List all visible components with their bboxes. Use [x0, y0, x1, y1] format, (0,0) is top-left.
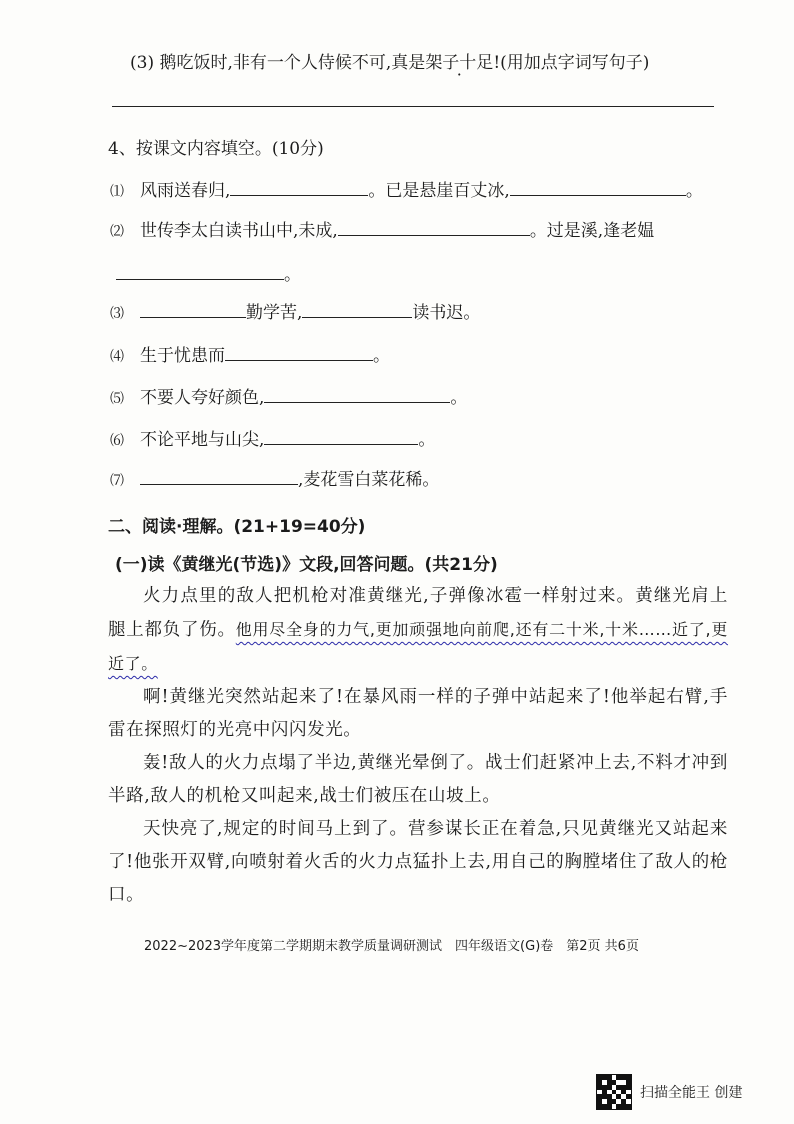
blank[interactable] [302, 303, 412, 318]
fill-item-5 [110, 383, 467, 408]
passage-paragraph-3: 轰!敌人的火力点塌了半边,黄继光晕倒了。战士们赶紧冲上去,不料才冲到半路,敌人的机枪又叫起来,战士们被压在山坡上。 [108, 753, 728, 806]
question-text: 鹅吃饭时,非有一个人侍候不可,真是 [159, 53, 426, 73]
item-text: 。 [418, 430, 436, 450]
blank[interactable] [230, 181, 368, 196]
dotted-text: 架子十足 [425, 53, 494, 73]
reading-passage [108, 580, 728, 912]
paragraph-text: 火力点里的敌人把机枪对准黄继光,子弹像冰雹一样射过来。黄继光肩上腿上都负了伤。 [108, 586, 728, 640]
item-text: 。过是溪,逢老媪 [529, 221, 655, 241]
reading-1-title: (一)读《黄继光(节选)》文段,回答问题。(共21分) [115, 555, 498, 575]
item-number: ⑶ [110, 306, 124, 322]
section-4-title: 4、按课文内容填空。(10分) [108, 139, 324, 159]
item-text: ,麦花雪白菜花稀。 [298, 470, 440, 490]
question-3-rewrite [130, 48, 649, 73]
blank[interactable] [140, 470, 298, 485]
wavy-underlined-sentence: 他用尽全身的力气,更加顽强地向前爬,还有二十米,十米……近了,更近了。 [108, 620, 729, 673]
passage-paragraph-4: 天快亮了,规定的时间马上到了。营参谋长正在着急,只见黄继光又站起来了!他张开双臂,向喷射着火舌的火力点猛扑上去,用自己的胸膛堵住了敌人的枪口。 [108, 819, 728, 905]
item-text: 不要人夸好颜色, [140, 388, 265, 408]
fill-item-6 [110, 425, 435, 450]
blank[interactable] [510, 181, 686, 196]
blank[interactable] [116, 265, 284, 280]
item-number: ⑺ [110, 473, 124, 489]
passage-paragraph-2: 啊!黄继光突然站起来了!在暴风雨一样的子弹中站起来了!他举起右臂,手雷在探照灯的光亮中闪闪发光。 [108, 687, 728, 740]
item-number: ⑸ [110, 391, 124, 407]
page-footer: 2022~2023学年度第二学期期末教学质量调研测试 四年级语文(G)卷 第2页 共6页 [144, 939, 639, 954]
scanner-watermark [596, 1074, 742, 1110]
item-text: 读书迟。 [412, 303, 481, 323]
item-text: 。 [373, 346, 390, 366]
item-text: 。 [284, 265, 301, 285]
item-number: ⑷ [110, 349, 124, 365]
answer-line[interactable] [112, 106, 714, 107]
fill-item-7 [110, 465, 439, 490]
fill-item-4 [110, 341, 390, 366]
item-number: ⑴ [110, 184, 124, 200]
qr-code-icon [596, 1074, 632, 1110]
fill-item-3 [110, 298, 480, 323]
item-number: ⑹ [110, 433, 124, 449]
blank[interactable] [338, 221, 530, 236]
section-2-title: 二、阅读·理解。(21+19=40分) [108, 517, 366, 537]
blank[interactable] [140, 303, 246, 318]
item-text: 勤学苦, [246, 303, 303, 323]
question-instruction: !(用加点字词写句子) [493, 53, 650, 73]
item-text: 。 [450, 388, 468, 408]
item-text: 。已是悬崖百丈冰, [368, 181, 510, 201]
item-text: 生于忧患而 [140, 346, 225, 366]
question-number: (3) [130, 53, 155, 73]
item-text: 。 [685, 181, 703, 201]
scanner-label: 扫描全能王 创建 [640, 1085, 743, 1101]
blank[interactable] [264, 388, 450, 403]
fill-item-2 [110, 216, 654, 241]
item-number: ⑵ [110, 224, 124, 240]
fill-item-1 [110, 176, 703, 201]
item-text: 风雨送春归, [140, 181, 231, 201]
dotted-phrase [425, 53, 493, 73]
blank[interactable] [264, 430, 418, 445]
item-text: 世传李太白读书山中,未成, [140, 221, 338, 241]
passage-paragraph-1 [108, 580, 728, 681]
blank[interactable] [225, 346, 373, 361]
item-text: 不论平地与山尖, [140, 430, 265, 450]
fill-item-2-cont [116, 260, 301, 285]
